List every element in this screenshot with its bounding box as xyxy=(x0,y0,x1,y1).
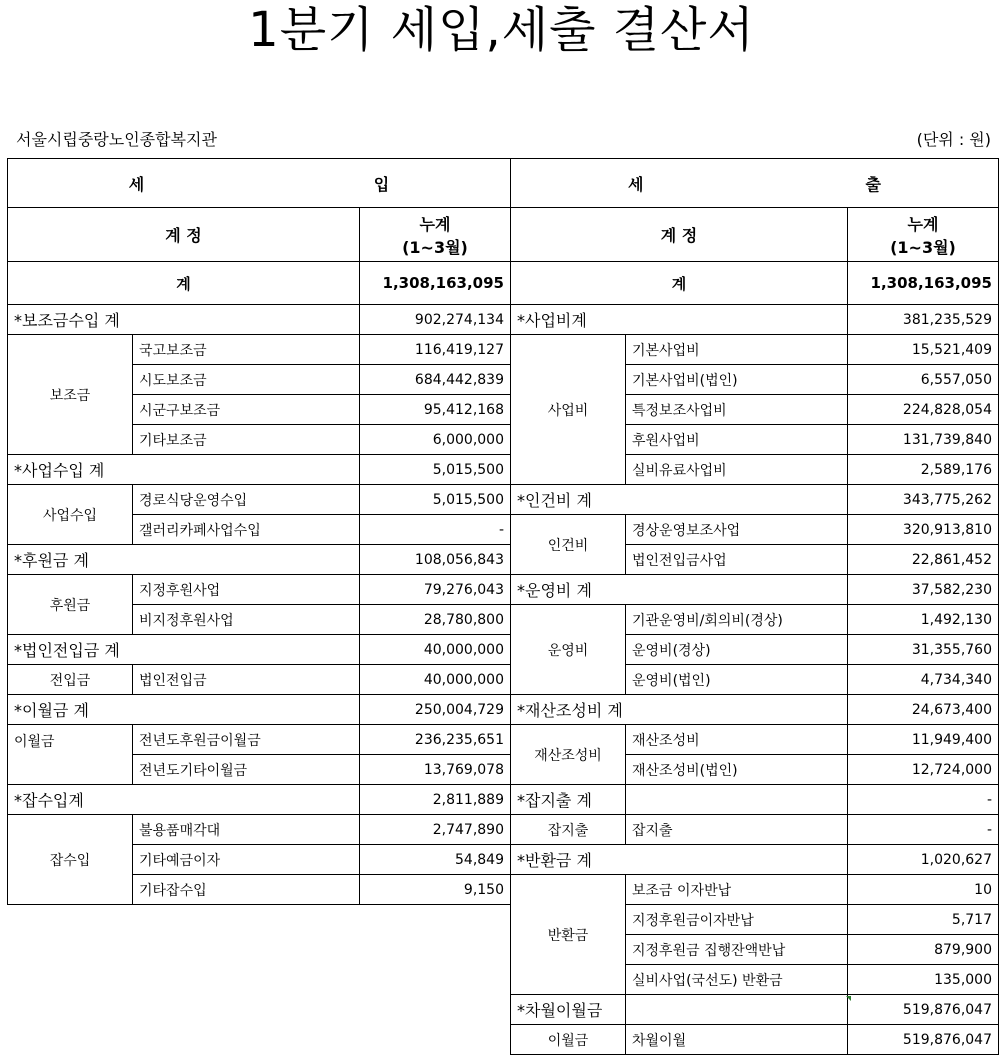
page-title: 1분기 세입,세출 결산서 xyxy=(248,2,755,58)
group-label: 운영비 xyxy=(511,605,626,695)
subtotal-label: *이월금 계 xyxy=(8,695,360,725)
subtotal-label: *운영비 계 xyxy=(511,575,848,605)
table-row xyxy=(8,635,511,665)
revenue-header-b: 입 xyxy=(373,174,390,194)
revenue-table xyxy=(7,158,511,905)
subtotal-label: *인건비 계 xyxy=(511,485,848,515)
subtotal-value: 2,811,889 xyxy=(360,785,511,815)
group-label: 전입금 xyxy=(8,665,133,695)
revenue-total-label: 계 xyxy=(8,262,360,305)
item-value: 79,276,043 xyxy=(360,575,511,605)
item-value: 4,734,340 xyxy=(848,665,999,695)
item-value: 879,900 xyxy=(848,935,999,965)
group-label: 잡지출 xyxy=(511,815,626,845)
expense-total-value: 1,308,163,095 xyxy=(848,262,999,305)
table-row xyxy=(8,665,511,695)
expense-header-b: 출 xyxy=(865,174,881,194)
subtotal-label: *사업비계 xyxy=(511,305,848,335)
revenue-col-account: 계 정 xyxy=(8,208,360,262)
item-value: 684,442,839 xyxy=(360,365,511,395)
table-row xyxy=(511,575,999,605)
item-value: 40,000,000 xyxy=(360,665,511,695)
item-value: 5,717 xyxy=(848,905,999,935)
item-name: 보조금 이자반납 xyxy=(626,875,848,905)
subtotal-label: *잡지출 계 xyxy=(511,785,626,815)
table-row xyxy=(8,335,511,365)
item-name: 재산조성비 xyxy=(626,725,848,755)
revenue-header-a: 세 xyxy=(128,174,145,194)
subtotal-value: 381,235,529 xyxy=(848,305,999,335)
table-row xyxy=(8,545,511,575)
item-value: 2,589,176 xyxy=(848,455,999,485)
subtotal-value: 1,020,627 xyxy=(848,845,999,875)
item-name: 잡지출 xyxy=(626,815,848,845)
expense-header xyxy=(511,159,999,208)
item-name: 후원사업비 xyxy=(626,425,848,455)
group-label: 후원금 xyxy=(8,575,133,635)
expense-header-a: 세 xyxy=(628,174,644,194)
item-value: 224,828,054 xyxy=(848,395,999,425)
table-row xyxy=(511,995,999,1025)
table-row xyxy=(8,725,511,755)
table-row xyxy=(511,785,999,815)
group-label: 반환금 xyxy=(511,875,626,995)
item-value: 31,355,760 xyxy=(848,635,999,665)
table-row xyxy=(511,605,999,635)
item-value: 135,000 xyxy=(848,965,999,995)
item-name: 기본사업비 xyxy=(626,335,848,365)
item-name: 법인전입금사업 xyxy=(626,545,848,575)
subtotal-value: 519,876,047 xyxy=(848,995,999,1025)
item-name: 기타잡수입 xyxy=(133,875,360,905)
subtotal-value: 343,775,262 xyxy=(848,485,999,515)
item-value: 11,949,400 xyxy=(848,725,999,755)
item-value: 320,913,810 xyxy=(848,515,999,545)
item-value: 2,747,890 xyxy=(360,815,511,845)
subtotal-value: 902,274,134 xyxy=(360,305,511,335)
group-label: 잡수입 xyxy=(8,815,133,905)
table-row xyxy=(511,845,999,875)
item-name: 기관운영비/회의비(경상) xyxy=(626,605,848,635)
item-name: 재산조성비(법인) xyxy=(626,755,848,785)
item-name: 운영비(법인) xyxy=(626,665,848,695)
expense-total-row xyxy=(511,262,999,305)
revenue-total-row xyxy=(8,262,511,305)
item-name: 기타예금이자 xyxy=(133,845,360,875)
table-row xyxy=(511,875,999,905)
item-name: 차월이월 xyxy=(626,1025,848,1055)
item-value: - xyxy=(848,815,999,845)
table-row xyxy=(511,335,999,365)
subtotal-value: 108,056,843 xyxy=(360,545,511,575)
item-name: 실비유료사업비 xyxy=(626,455,848,485)
item-name: 전년도후원금이월금 xyxy=(133,725,360,755)
item-name: 기타보조금 xyxy=(133,425,360,455)
item-value: 54,849 xyxy=(360,845,511,875)
subtotal-value: 5,015,500 xyxy=(360,455,511,485)
item-value: 22,861,452 xyxy=(848,545,999,575)
group-label: 사업비 xyxy=(511,335,626,485)
subtotal-value: 250,004,729 xyxy=(360,695,511,725)
item-value: 519,876,047 xyxy=(848,1025,999,1055)
item-name: 비지정후원사업 xyxy=(133,605,360,635)
expense-column-header-row xyxy=(511,208,999,262)
subtotal-value: - xyxy=(848,785,999,815)
revenue-header xyxy=(8,159,511,208)
expense-col-cumulative: 누계 (1~3월) xyxy=(848,208,999,262)
item-name: 지정후원사업 xyxy=(133,575,360,605)
item-value: - xyxy=(360,515,511,545)
subtotal-value: 37,582,230 xyxy=(848,575,999,605)
item-name: 경로식당운영수입 xyxy=(133,485,360,515)
group-label: 재산조성비 xyxy=(511,725,626,785)
table-row xyxy=(8,785,511,815)
subtotal-value: 40,000,000 xyxy=(360,635,511,665)
subtotal-label: *보조금수입 계 xyxy=(8,305,360,335)
item-value: 9,150 xyxy=(360,875,511,905)
organization-name: 서울시립중랑노인종합복지관 xyxy=(16,130,217,149)
item-value: 6,557,050 xyxy=(848,365,999,395)
revenue-col-cumulative: 누계 (1~3월) xyxy=(360,208,511,262)
item-name: 특정보조사업비 xyxy=(626,395,848,425)
item-name: 시도보조금 xyxy=(133,365,360,395)
item-value: 13,769,078 xyxy=(360,755,511,785)
subtotal-blank xyxy=(626,995,848,1025)
item-value: 28,780,800 xyxy=(360,605,511,635)
item-name: 시군구보조금 xyxy=(133,395,360,425)
item-value: 1,492,130 xyxy=(848,605,999,635)
table-row xyxy=(511,485,999,515)
table-row xyxy=(511,725,999,755)
table-row xyxy=(8,305,511,335)
item-value: 95,412,168 xyxy=(360,395,511,425)
item-name: 운영비(경상) xyxy=(626,635,848,665)
item-name: 갤러리카페사업수입 xyxy=(133,515,360,545)
revenue-total-value: 1,308,163,095 xyxy=(360,262,511,305)
group-label: 사업수입 xyxy=(8,485,133,545)
table-row xyxy=(8,485,511,515)
item-name: 법인전입금 xyxy=(133,665,360,695)
table-row xyxy=(511,695,999,725)
subtotal-label: *사업수입 계 xyxy=(8,455,360,485)
subtotal-label: *법인전입금 계 xyxy=(8,635,360,665)
table-row xyxy=(511,515,999,545)
item-value: 236,235,651 xyxy=(360,725,511,755)
unit-label: (단위 : 원) xyxy=(916,130,991,149)
group-label: 보조금 xyxy=(8,335,133,455)
item-name: 지정후원금이자반납 xyxy=(626,905,848,935)
table-row xyxy=(511,1025,999,1055)
item-value: 6,000,000 xyxy=(360,425,511,455)
table-row xyxy=(511,815,999,845)
cell-comment-marker xyxy=(846,996,851,1001)
expense-total-label: 계 xyxy=(511,262,848,305)
item-value: 5,015,500 xyxy=(360,485,511,515)
item-name: 국고보조금 xyxy=(133,335,360,365)
item-value: 116,419,127 xyxy=(360,335,511,365)
group-label: 이월금 xyxy=(8,725,133,785)
table-row xyxy=(8,695,511,725)
revenue-header-row xyxy=(8,159,511,208)
subtotal-label: *재산조성비 계 xyxy=(511,695,848,725)
item-name: 전년도기타이월금 xyxy=(133,755,360,785)
expense-header-row xyxy=(511,159,999,208)
revenue-column-header-row xyxy=(8,208,511,262)
item-value: 15,521,409 xyxy=(848,335,999,365)
item-name: 기본사업비(법인) xyxy=(626,365,848,395)
table-row xyxy=(8,455,511,485)
subtotal-label: *잡수입계 xyxy=(8,785,360,815)
subtotal-value: 24,673,400 xyxy=(848,695,999,725)
group-label: 인건비 xyxy=(511,515,626,575)
subtotal-blank xyxy=(626,785,848,815)
item-value: 12,724,000 xyxy=(848,755,999,785)
expense-col-account: 계 정 xyxy=(511,208,848,262)
subtotal-label: *차월이월금 xyxy=(511,995,626,1025)
item-name: 지정후원금 집행잔액반납 xyxy=(626,935,848,965)
table-row xyxy=(8,575,511,605)
expense-table xyxy=(510,158,999,1055)
table-row xyxy=(511,305,999,335)
item-value: 131,739,840 xyxy=(848,425,999,455)
group-label: 이월금 xyxy=(511,1025,626,1055)
item-name: 불용품매각대 xyxy=(133,815,360,845)
table-row xyxy=(8,815,511,845)
subtotal-label: *반환금 계 xyxy=(511,845,848,875)
item-name: 경상운영보조사업 xyxy=(626,515,848,545)
item-name: 실비사업(국선도) 반환금 xyxy=(626,965,848,995)
item-value: 10 xyxy=(848,875,999,905)
subtotal-label: *후원금 계 xyxy=(8,545,360,575)
